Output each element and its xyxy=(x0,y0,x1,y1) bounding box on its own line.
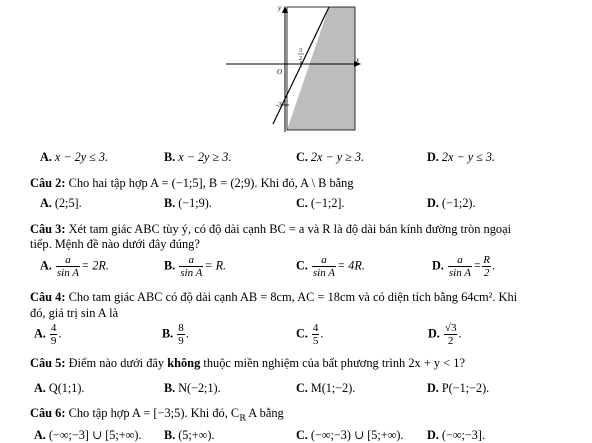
option-letter: D. xyxy=(427,196,439,210)
option-rhs: = R. xyxy=(204,258,227,273)
option-letter: B. xyxy=(164,150,176,164)
option-text: (−1;2). xyxy=(441,196,476,210)
fraction: $\frac{a}{\text{sin A}}$ xyxy=(312,254,336,279)
option-text: Q(1;1). xyxy=(48,381,85,395)
question-text: Điểm nào dưới đây xyxy=(68,356,165,370)
option-letter: A. xyxy=(40,150,52,164)
shaded-region xyxy=(287,7,355,130)
inequality-graph xyxy=(0,0,592,160)
option-letter: B. xyxy=(164,196,176,210)
question-text: Xét tam giác ABC tùy ý, có độ dài cạnh BC = a và R là độ dài bán kính đường tròn ngoại xyxy=(68,222,512,236)
q3-option-d[interactable]: D. $\frac{a}{\text{sin A}}$ = $\frac{R}{2}$ . xyxy=(432,254,496,279)
q2-option-c[interactable] xyxy=(296,196,345,211)
option-letter: D. xyxy=(427,150,439,164)
option-text: (−∞;−3] ∪ [5;+∞). xyxy=(48,428,142,442)
q4-option-d[interactable]: D. $\frac{√3}{2}$ . xyxy=(428,322,462,347)
question-label: Câu 3: xyxy=(30,222,66,236)
option-letter: A. xyxy=(34,381,46,395)
tick-label-neg: -3 xyxy=(276,101,282,109)
q5-option-b[interactable] xyxy=(164,381,221,396)
option-letter: A. xyxy=(34,428,46,442)
q2-option-d[interactable] xyxy=(427,196,476,211)
fraction: $\frac{a}{\text{sin A}}$ xyxy=(448,254,472,279)
q4-option-c[interactable]: C. $\frac{4}{5}$ . xyxy=(296,322,324,347)
option-letter: C. xyxy=(296,428,308,442)
q4-option-b[interactable]: B. $\frac{8}{9}$ . xyxy=(162,322,189,347)
option-letter: C. xyxy=(296,326,308,341)
q6-option-b[interactable] xyxy=(164,428,214,443)
option-letter: D. xyxy=(432,258,444,273)
q3-option-b[interactable] xyxy=(164,254,226,279)
option-letter: B. xyxy=(164,381,176,395)
option-text: (−1;9). xyxy=(178,196,212,210)
origin-label: O xyxy=(277,68,283,76)
option-rhs: = 4R. xyxy=(337,258,365,273)
option-rhs: = xyxy=(473,258,482,273)
option-text: (2;5]. xyxy=(54,196,82,210)
option-letter: D. xyxy=(428,326,440,341)
q2-question xyxy=(30,176,354,191)
q3-option-a[interactable] xyxy=(40,254,109,279)
option-letter: C. xyxy=(296,258,308,273)
option-text: x − 2y ≥ 3. xyxy=(178,150,232,164)
fraction: $\frac{a}{\text{sin A}}$ xyxy=(56,254,80,279)
option-text: P(−1;−2). xyxy=(441,381,490,395)
tick-label-fraction-den: 2 xyxy=(299,56,302,62)
option-text: (−∞;−3) ∪ [5;+∞). xyxy=(310,428,404,442)
option-text: x − 2y ≤ 3. xyxy=(54,150,109,164)
q5-option-d[interactable] xyxy=(427,381,489,396)
option-text: M(1;−2). xyxy=(310,381,356,395)
fraction: $\frac{a}{\text{sin A}}$ xyxy=(180,254,203,279)
q4-question-line2 xyxy=(30,306,118,321)
y-axis-label: y xyxy=(278,4,282,12)
option-letter: B. xyxy=(164,258,176,273)
q5-option-c[interactable] xyxy=(296,381,355,396)
option-text: 2x − y ≤ 3. xyxy=(441,150,496,164)
fraction: $\frac{√3}{2}$ xyxy=(444,322,457,347)
q5-question xyxy=(30,356,465,371)
question-text: A bằng xyxy=(248,406,284,420)
option-letter: A. xyxy=(40,258,52,273)
option-rhs: = 2R. xyxy=(81,258,109,273)
question-label: Câu 6: xyxy=(30,406,66,420)
q1-option-a[interactable] xyxy=(40,150,108,165)
question-text: Cho hai tập hợp A = (−1;5], B = (2;9). Khi đó, A \ B bằng xyxy=(68,176,354,190)
x-axis-label: x xyxy=(356,56,360,64)
option-text: (−1;2]. xyxy=(310,196,345,210)
option-letter: C. xyxy=(296,150,308,164)
q6-question xyxy=(30,406,284,422)
q1-option-d[interactable] xyxy=(427,150,495,165)
option-text: 2x − y ≥ 3. xyxy=(310,150,365,164)
fraction: $\frac{4}{5}$ xyxy=(312,322,319,347)
q3-option-c[interactable] xyxy=(296,254,365,279)
q6-option-d[interactable] xyxy=(427,428,485,443)
q4-option-a[interactable]: A. $\frac{4}{9}$ . xyxy=(34,322,62,347)
option-letter: B. xyxy=(164,428,176,442)
q2-option-b[interactable] xyxy=(164,196,212,211)
option-letter: A. xyxy=(40,196,52,210)
tick-label-fraction-num: 3 xyxy=(299,48,302,54)
question-label: Câu 2: xyxy=(30,176,66,190)
fraction: $\frac{4}{9}$ xyxy=(50,322,57,347)
fraction: $\frac{8}{9}$ xyxy=(178,322,184,347)
q1-option-b[interactable] xyxy=(164,150,231,165)
option-letter: D. xyxy=(427,428,439,442)
question-text: đó, giá trị sin A là xyxy=(30,306,119,320)
question-text: Cho tập hợp A = [−3;5). Khi đó, C xyxy=(68,406,240,420)
q6-option-c[interactable] xyxy=(296,428,403,443)
subscript: ℝ xyxy=(239,413,246,423)
option-letter: A. xyxy=(34,326,46,341)
question-emphasis: không xyxy=(167,356,201,370)
q3-question-line2 xyxy=(30,237,200,252)
option-text: N(−2;1). xyxy=(178,381,221,395)
option-letter: C. xyxy=(296,196,308,210)
q3-question-line1 xyxy=(30,222,511,237)
question-label: Câu 4: xyxy=(30,290,66,304)
question-text: Cho tam giác ABC có độ dài cạnh AB = 8cm, AC = 18cm và có diện tích bằng 64cm². Khi xyxy=(68,290,518,304)
fraction-r-over-2: $\frac{R}{2}$ xyxy=(483,254,490,279)
option-text: (5;+∞). xyxy=(178,428,215,442)
q1-option-c[interactable] xyxy=(296,150,364,165)
q6-option-a[interactable] xyxy=(34,428,141,443)
option-text: (−∞;−3]. xyxy=(441,428,485,442)
question-text: thuộc miền nghiệm của bất phương trình 2x + y < 1? xyxy=(203,356,465,370)
q5-option-a[interactable] xyxy=(34,381,84,396)
option-letter: C. xyxy=(296,381,308,395)
question-text: tiếp. Mệnh đề nào dưới đây đúng? xyxy=(30,237,200,251)
option-letter: D. xyxy=(427,381,439,395)
option-letter: B. xyxy=(162,326,174,341)
q2-option-a[interactable] xyxy=(40,196,82,211)
q4-question-line1 xyxy=(30,290,517,305)
question-label: Câu 5: xyxy=(30,356,66,370)
